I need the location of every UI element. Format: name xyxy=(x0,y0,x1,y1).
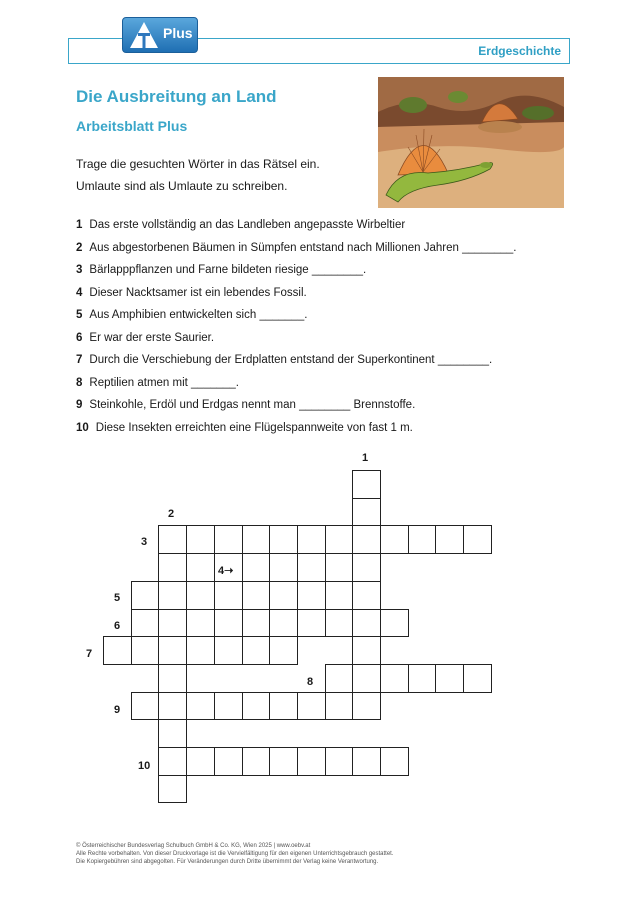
logo-text: Plus xyxy=(163,25,193,41)
crossword-cell[interactable] xyxy=(242,747,270,776)
crossword-cell[interactable] xyxy=(380,609,409,637)
clue-9: 9 Steinkohle, Erdöl und Erdgas nennt man ________ Brennstoffe. xyxy=(76,399,416,411)
crossword-cell[interactable] xyxy=(352,636,381,665)
crossword-cell[interactable] xyxy=(242,581,270,610)
crossword-cell[interactable] xyxy=(380,525,409,554)
crossword-cell[interactable] xyxy=(352,470,381,499)
crossword-number-4: 4➝ xyxy=(218,565,234,577)
crossword-cell[interactable] xyxy=(158,719,187,748)
crossword-cell[interactable] xyxy=(186,553,215,582)
clue-5: 5 Aus Amphibien entwickelten sich _______. xyxy=(76,309,308,321)
crossword-cell[interactable] xyxy=(269,636,298,665)
crossword-number-9: 9 xyxy=(114,704,121,716)
crossword-cell[interactable] xyxy=(297,609,326,637)
crossword-number-7: 7 xyxy=(86,648,93,660)
crossword-cell[interactable] xyxy=(186,636,215,665)
crossword-cell[interactable] xyxy=(352,664,381,693)
triangle-logo-icon xyxy=(129,21,159,49)
crossword-cell[interactable] xyxy=(297,553,326,582)
crossword-cell[interactable] xyxy=(186,581,215,610)
crossword-cell[interactable] xyxy=(131,636,159,665)
clue-3: 3 Bärlapppflanzen und Farne bildeten riesige ________. xyxy=(76,264,367,276)
crossword-cell[interactable] xyxy=(158,747,187,776)
crossword-cell[interactable] xyxy=(380,664,409,693)
crossword-cell[interactable] xyxy=(352,553,381,582)
crossword-cell[interactable] xyxy=(242,692,270,720)
crossword-number-2: 2 xyxy=(168,508,175,520)
clue-2: 2 Aus abgestorbenen Bäumen in Sümpfen entstand nach Millionen Jahren ________. xyxy=(76,242,517,254)
crossword-number-6: 6 xyxy=(114,620,121,632)
clue-6: 6 Er war der erste Saurier. xyxy=(76,332,215,344)
crossword-cell[interactable] xyxy=(269,553,298,582)
crossword-number-10: 10 xyxy=(138,760,151,772)
disclaimer-line: Die Kopiergebühren sind abgegolten. Für Veränderungen durch Dritte übernimmt der Verlag keine Verantwortung. xyxy=(76,859,379,865)
rights-line: Alle Rechte vorbehalten. Von dieser Druckvorlage ist die Vervielfältigung für den eigenen Unterrichtsgebrauch gestattet. xyxy=(76,851,394,857)
dimetrodon-illustration xyxy=(378,77,564,208)
crossword-cell[interactable] xyxy=(325,581,353,610)
crossword-cell[interactable] xyxy=(186,609,215,637)
clue-1: 1 Das erste vollständig an das Landleben angepasste Wirbeltier xyxy=(76,219,406,231)
crossword-number-1: 1 xyxy=(362,452,369,464)
crossword-cell[interactable] xyxy=(242,525,270,554)
crossword-cell[interactable] xyxy=(297,692,326,720)
crossword-cell[interactable] xyxy=(158,581,187,610)
crossword-cell[interactable] xyxy=(158,664,187,693)
crossword-cell[interactable] xyxy=(352,747,381,776)
clue-4: 4 Dieser Nacktsamer ist ein lebendes Fossil. xyxy=(76,287,307,299)
crossword-cell[interactable] xyxy=(242,636,270,665)
crossword-cell[interactable] xyxy=(408,664,436,693)
crossword-cell[interactable] xyxy=(214,609,243,637)
page-title: Die Ausbreitung an Land xyxy=(76,87,277,106)
publisher-logo xyxy=(122,17,198,53)
crossword-cell[interactable] xyxy=(297,525,326,554)
crossword-cell[interactable] xyxy=(380,747,409,776)
crossword-cell[interactable] xyxy=(269,525,298,554)
crossword-cell[interactable] xyxy=(325,553,353,582)
copyright-line: © Österreichischer Bundesverlag Schulbuch GmbH & Co. KG, Wien 2025 | www.oebv.at xyxy=(76,843,311,849)
crossword-cell[interactable] xyxy=(269,609,298,637)
crossword-cell[interactable] xyxy=(242,609,270,637)
crossword-cell[interactable] xyxy=(131,581,159,610)
crossword-cell[interactable] xyxy=(158,609,187,637)
crossword-cell[interactable] xyxy=(158,636,187,665)
crossword-cell[interactable] xyxy=(325,747,353,776)
crossword-number-3: 3 xyxy=(141,536,148,548)
crossword-cell[interactable] xyxy=(214,692,243,720)
crossword-cell[interactable] xyxy=(408,525,436,554)
crossword-cell[interactable] xyxy=(297,581,326,610)
crossword-cell[interactable] xyxy=(352,525,381,554)
crossword-cell[interactable] xyxy=(131,609,159,637)
crossword-cell[interactable] xyxy=(325,609,353,637)
crossword-cell[interactable] xyxy=(158,525,187,554)
crossword-number-5: 5 xyxy=(114,592,121,604)
crossword-cell[interactable] xyxy=(352,498,381,526)
crossword-cell[interactable] xyxy=(158,775,187,803)
crossword-cell[interactable] xyxy=(186,692,215,720)
crossword-cell[interactable] xyxy=(214,525,243,554)
crossword-cell[interactable] xyxy=(214,636,243,665)
intro-line-2: Umlaute sind als Umlaute zu schreiben. xyxy=(76,179,288,193)
crossword-cell[interactable] xyxy=(297,747,326,776)
clue-7: 7 Durch die Verschiebung der Erdplatten entstand der Superkontinent ________. xyxy=(76,354,493,366)
crossword-cell[interactable] xyxy=(435,525,464,554)
crossword-cell[interactable] xyxy=(269,747,298,776)
page-subtitle: Arbeitsblatt Plus xyxy=(76,118,188,134)
crossword-cell[interactable] xyxy=(463,664,492,693)
crossword-cell[interactable] xyxy=(435,664,464,693)
crossword-cell[interactable] xyxy=(214,581,243,610)
crossword-cell[interactable] xyxy=(325,664,353,693)
crossword-cell[interactable] xyxy=(463,525,492,554)
crossword-cell[interactable] xyxy=(325,525,353,554)
crossword-cell[interactable] xyxy=(186,525,215,554)
clue-8: 8 Reptilien atmen mit _______. xyxy=(76,377,239,389)
crossword-cell[interactable] xyxy=(269,692,298,720)
crossword-number-8: 8 xyxy=(307,676,314,688)
subject-label: Erdgeschichte xyxy=(478,44,561,58)
crossword-cell[interactable] xyxy=(325,692,353,720)
crossword-cell[interactable] xyxy=(103,636,132,665)
crossword-cell[interactable] xyxy=(352,581,381,610)
crossword-cell[interactable] xyxy=(352,609,381,637)
intro-line-1: Trage die gesuchten Wörter in das Rätsel ein. xyxy=(76,157,320,171)
crossword-cell[interactable] xyxy=(186,747,215,776)
crossword-cell[interactable] xyxy=(158,692,187,720)
crossword-cell[interactable] xyxy=(352,692,381,720)
crossword-cell[interactable] xyxy=(242,553,270,582)
crossword-cell[interactable] xyxy=(269,581,298,610)
crossword-cell[interactable] xyxy=(131,692,159,720)
crossword-cell[interactable] xyxy=(158,553,187,582)
clue-10: 10 Diese Insekten erreichten eine Flügelspannweite von fast 1 m. xyxy=(76,422,413,434)
crossword-cell[interactable] xyxy=(214,747,243,776)
